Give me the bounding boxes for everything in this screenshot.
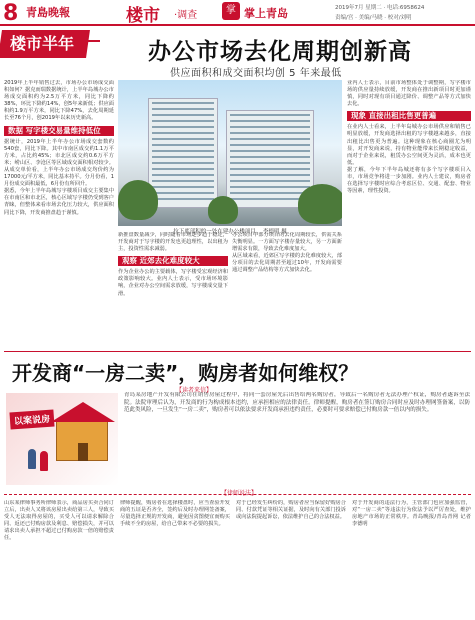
house-door <box>78 443 88 461</box>
photo-caption: 拉下底部积的一处在建办公楼项目。 李德明 摄 <box>173 229 287 235</box>
case-illustration <box>6 393 118 485</box>
second-headline: 开发商“一房二卖”，购房者如何维权？ <box>12 361 359 385</box>
reader-letter-label: 【读者来信】 <box>176 387 213 394</box>
case-tag: 以案说房 <box>9 409 54 429</box>
lawyer-column-4: 对于开发商的违法行为，主管部门也应加强监管，对“一房二卖”等违法行为依法予以严厉查处，维护房地产市场的正常秩序。青岛晚报/青岛青网 记者 李德明 <box>352 500 471 528</box>
paragraph: 办公项目中部分项目的去化周期较长，供需关系失衡明显。一方面写字楼存量较大，另一方面新增需求有限，导致去化难度加大。 <box>232 232 342 253</box>
section-label-data: 数据 写字楼交易量维持低位 <box>4 126 114 136</box>
paragraph: 据统计，2019年上半年办公市场成交套数约540套，同比下降。其中市南区成交约1.1万平方米，占比约45%；市北区成交约0.6万平方米；崂山区、李沧区等区域成交面积相对较少。从成交单价看，上半年办公市场成交均价约为17000元/平方米，同比基本持平。分月份看，1月份成交面积最低，6月份有所回升。 <box>4 138 114 188</box>
page-number: 8 <box>3 1 19 26</box>
section-label-phenomenon: 现象 直接出租比售更普遍 <box>347 111 471 121</box>
app-name: 掌上青岛 <box>244 7 288 20</box>
person-icon <box>28 449 36 469</box>
section-label-observation: 观察 近郊去化难度较大 <box>118 256 228 266</box>
main-subhead: 供应面积和成交面积均创 5 年来最低 <box>170 68 342 79</box>
paragraph: 2019年上半年销售过去，市场办公市场成交面积如何？据克而瑞数据统计，上半年岛城办公市场成交面积约为2.5万平方米，同比下降约38%，环比下降约14%，创5年来新低；供应面积约1.9万平方米，同比下降47%，去化周期延长至76个月，创2019年以来历史新高。 <box>4 80 114 122</box>
subsection-title: ·调查 <box>174 10 198 21</box>
topic-banner <box>0 30 90 81</box>
paragraph: 青岛某房地产开发有限公司在销售房屋过程中，将同一套房屋先后出售给两名购房者，导致后一名购房者无法办理产权证，购房者遂诉至法院。法院审理后认为，开发商的行为构成根本违约，应承担相应的法律责任。律师提醒，购房者在签订购房合同时应及时办理网签备案，以防范此类风险，一旦发生“一房二卖”，购房者可以依法要求开发商承担违约责任，必要时可要求赔偿已付购房款一倍以内的损失。 <box>124 392 470 414</box>
paragraph: 业内人士表示，目前市场整体处于调整期，写字楼市场的供应量持续放缓，开发商在推出新项目时更加谨慎，同时对现有项目通过降价、调整产品等方式加快去化。 <box>347 80 471 108</box>
section-divider <box>4 351 471 352</box>
article-column-4 <box>347 80 471 348</box>
lawyer-column-2: 律师提醒，购房者在选择楼盘时，应当查验开发商的五证是否齐全，签约后及时办理网签备案，尽量选择正规的开发商，避免因贪图便宜而购买手续不全的房屋，给自己带来不必要的损失。 <box>120 500 230 528</box>
app-logo-icon: 掌 <box>222 2 240 20</box>
lawyer-note-label: 【律师说法】 <box>220 490 257 497</box>
article-column-1 <box>4 80 114 318</box>
lawyer-column-3: 对于已经发生纠纷的，购房者应当保留好购房合同、付款凭证等相关证据，及时向有关部门投诉或向法院提起诉讼，依法维护自己的合法权益。 <box>236 500 346 521</box>
section-title: 楼市 <box>126 6 160 26</box>
person-icon <box>40 451 48 471</box>
lawyer-column-1: 山东某律师事务所律师表示，商品房买卖合同订立后，出卖人又将该房屋出卖给第三人，导致买受人无法取得房屋的，买受人可以请求解除合同、返还已付购房款及利息、赔偿损失，并可以请求出卖人承担不超过已付购房款一倍的赔偿责任。 <box>4 500 114 542</box>
article-column-3 <box>232 232 342 340</box>
building-photo <box>118 80 342 226</box>
paragraph: 据悉，今年上半年岛城写字楼项目成交主要集中在市南区和市北区，核心区域写字楼仍受到客户青睐，但整体来看市场去化压力较大，供应面积同比下降，开发商推盘趋于谨慎。 <box>4 188 114 216</box>
paragraph: 作为企业办公的主要载体，写字楼受宏观经济和政策影响较大。业内人士表示，受市场环境影响，企业对办公空间需求放缓，写字楼成交量下滑。 <box>118 269 228 297</box>
paragraph: 新推盘数量减少，同时随着市场逐步趋于稳定，开发商对于写字楼的开发也更趋理性，以出租为主，投资性需求减弱。 <box>118 232 228 253</box>
tree <box>298 184 342 224</box>
article-column-2 <box>118 232 228 340</box>
paragraph: 在业内人士看来，上半年岛城办公市场供应和销售已明显放缓，开发商选择出租的写字楼越来越多，直接出租比出售更为普遍。这种现象在核心商圈尤为明显，对开发商来说，持有物业能带来长期稳定收益，而对于企业来说，租赁办公空间更为灵活，成本也更低。 <box>347 124 471 166</box>
banner-decoration <box>88 40 100 42</box>
main-headline: 办公市场去化周期创新高 <box>148 39 412 65</box>
page-header <box>0 0 475 26</box>
case-article <box>124 392 470 490</box>
banner-label: 楼市半年报 <box>10 34 75 81</box>
paper-name: 青島晚報 <box>26 6 70 19</box>
header-meta-2: 责编/宫 · 美编/马晓 · 校对/刘明 <box>335 15 412 21</box>
dashed-divider <box>4 494 471 495</box>
tree <box>208 196 238 224</box>
paragraph: 据了解，今年下半年岛城还将有多个写字楼项目入市，市场竞争将进一步加剧。业内人士建议，购房者在选择写字楼时应综合考虑区位、交通、配套、物业等因素，理性投资。 <box>347 166 471 195</box>
office-tower <box>148 98 218 208</box>
tree <box>118 180 158 220</box>
header-meta-1: 2019年7月 星期二 · 电话:6958624 <box>335 5 425 11</box>
paragraph: 从区域来看，近郊区写字楼的去化难度较大，部分项目的去化周期甚至超过10年，开发商需要通过调整产品结构等方式加快去化。 <box>232 253 342 274</box>
